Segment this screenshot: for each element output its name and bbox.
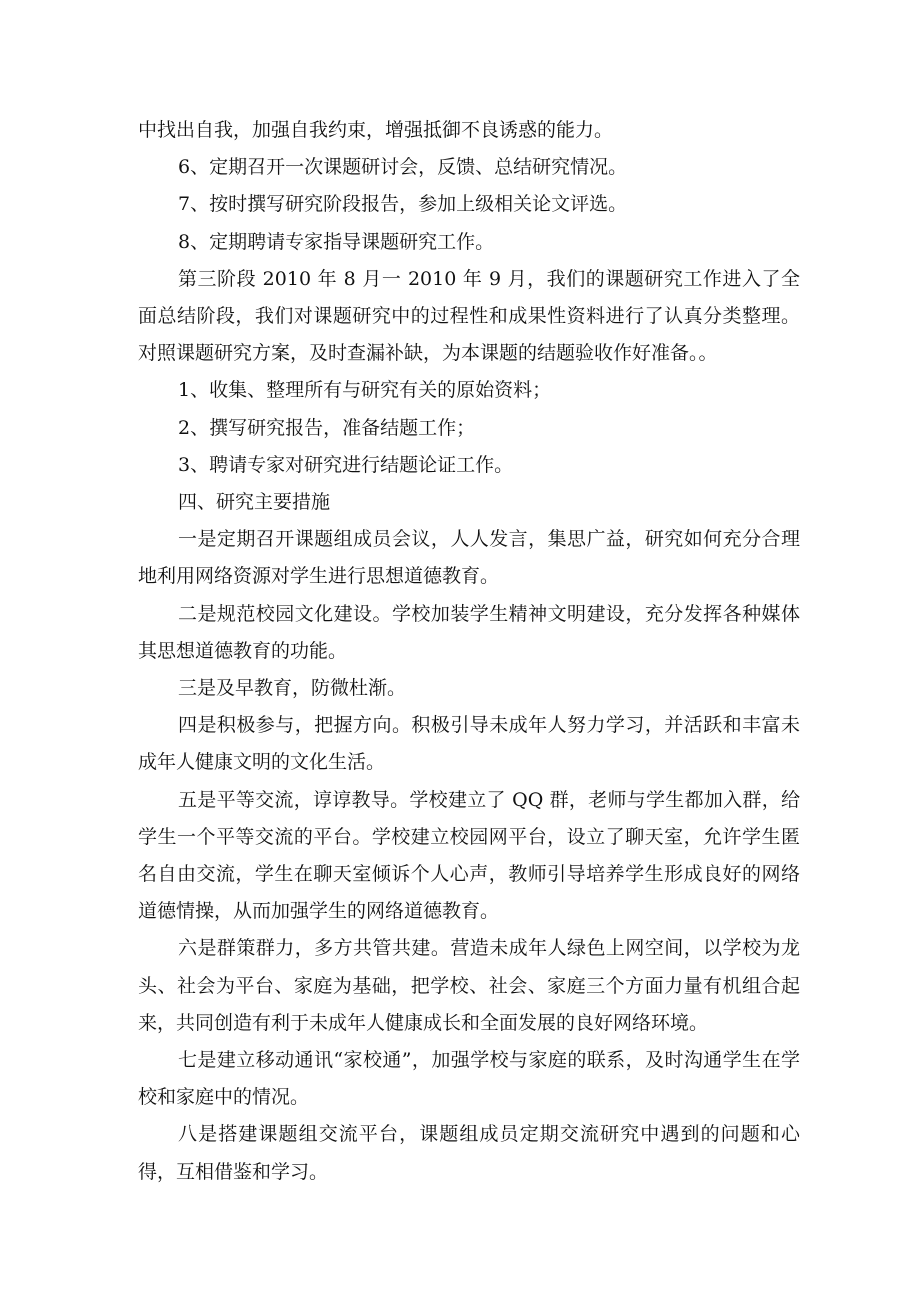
measure-7: 七是建立移动通讯“家校通”，加强学校与家庭的联系，及时沟通学生在学校和家庭中的情况。 [138, 1049, 800, 1109]
measure-4: 四是积极参与，把握方向。积极引导未成年人努力学习，并活跃和丰富未成年人健康文明的文化生活。 [138, 714, 800, 774]
document-body [138, 112, 800, 1191]
stage-three-item-3: 3、聘请专家对研究进行结题论证工作。 [178, 453, 514, 476]
measure-8: 八是搭建课题组交流平台，课题组成员定期交流研究中遇到的问题和心得，互相借鉴和学习。 [138, 1123, 800, 1183]
measure-1: 一是定期召开课题组成员会议，人人发言，集思广益，研究如何充分合理地利用网络资源对学生进行思想道德教育。 [138, 528, 800, 588]
stage-three-item-2: 2、撰写研究报告，准备结题工作； [178, 416, 476, 439]
list-item-8: 8、定期聘请专家指导课题研究工作。 [178, 230, 495, 253]
measure-3: 三是及早教育，防微杜渐。 [178, 677, 407, 700]
measure-5: 五是平等交流，谆谆教导。学校建立了 QQ 群，老师与学生都加入群，给学生一个平等交流的平台。学校建立校园网平台，设立了聊天室，允许学生匿名自由交流，学生在聊天室倾诉个人心声，教师引导培养学生形成良好的网络道德情操，从而加强学生的网络道德教育。 [138, 788, 800, 923]
paragraph-stage-three: 第三阶段 2010 年 8 月一 2010 年 9 月，我们的课题研究工作进入了全面总结阶段，我们对课题研究中的过程性和成果性资料进行了认真分类整理。对照课题研究方案，及时查漏补缺，为本课题的结题验收作好准备。。 [138, 267, 800, 365]
section-heading-measures: 四、研究主要措施 [178, 491, 331, 514]
stage-three-item-1: 1、收集、整理所有与研究有关的原始资料； [178, 379, 552, 402]
paragraph-continuation: 中找出自我，加强自我约束，增强抵御不良诱惑的能力。 [138, 119, 614, 141]
list-item-7: 7、按时撰写研究阶段报告，参加上级相关论文评选。 [178, 193, 628, 216]
list-item-6: 6、定期召开一次课题研讨会，反馈、总结研究情况。 [178, 156, 628, 179]
measure-2: 二是规范校园文化建设。学校加装学生精神文明建设，充分发挥各种媒体其思想道德教育的功能。 [138, 602, 800, 662]
measure-6: 六是群策群力，多方共管共建。营造未成年人绿色上网空间，以学校为龙头、社会为平台、家庭为基础，把学校、社会、家庭三个方面力量有机组合起来，共同创造有利于未成年人健康成长和全面发展的良好网络环境。 [138, 937, 800, 1034]
